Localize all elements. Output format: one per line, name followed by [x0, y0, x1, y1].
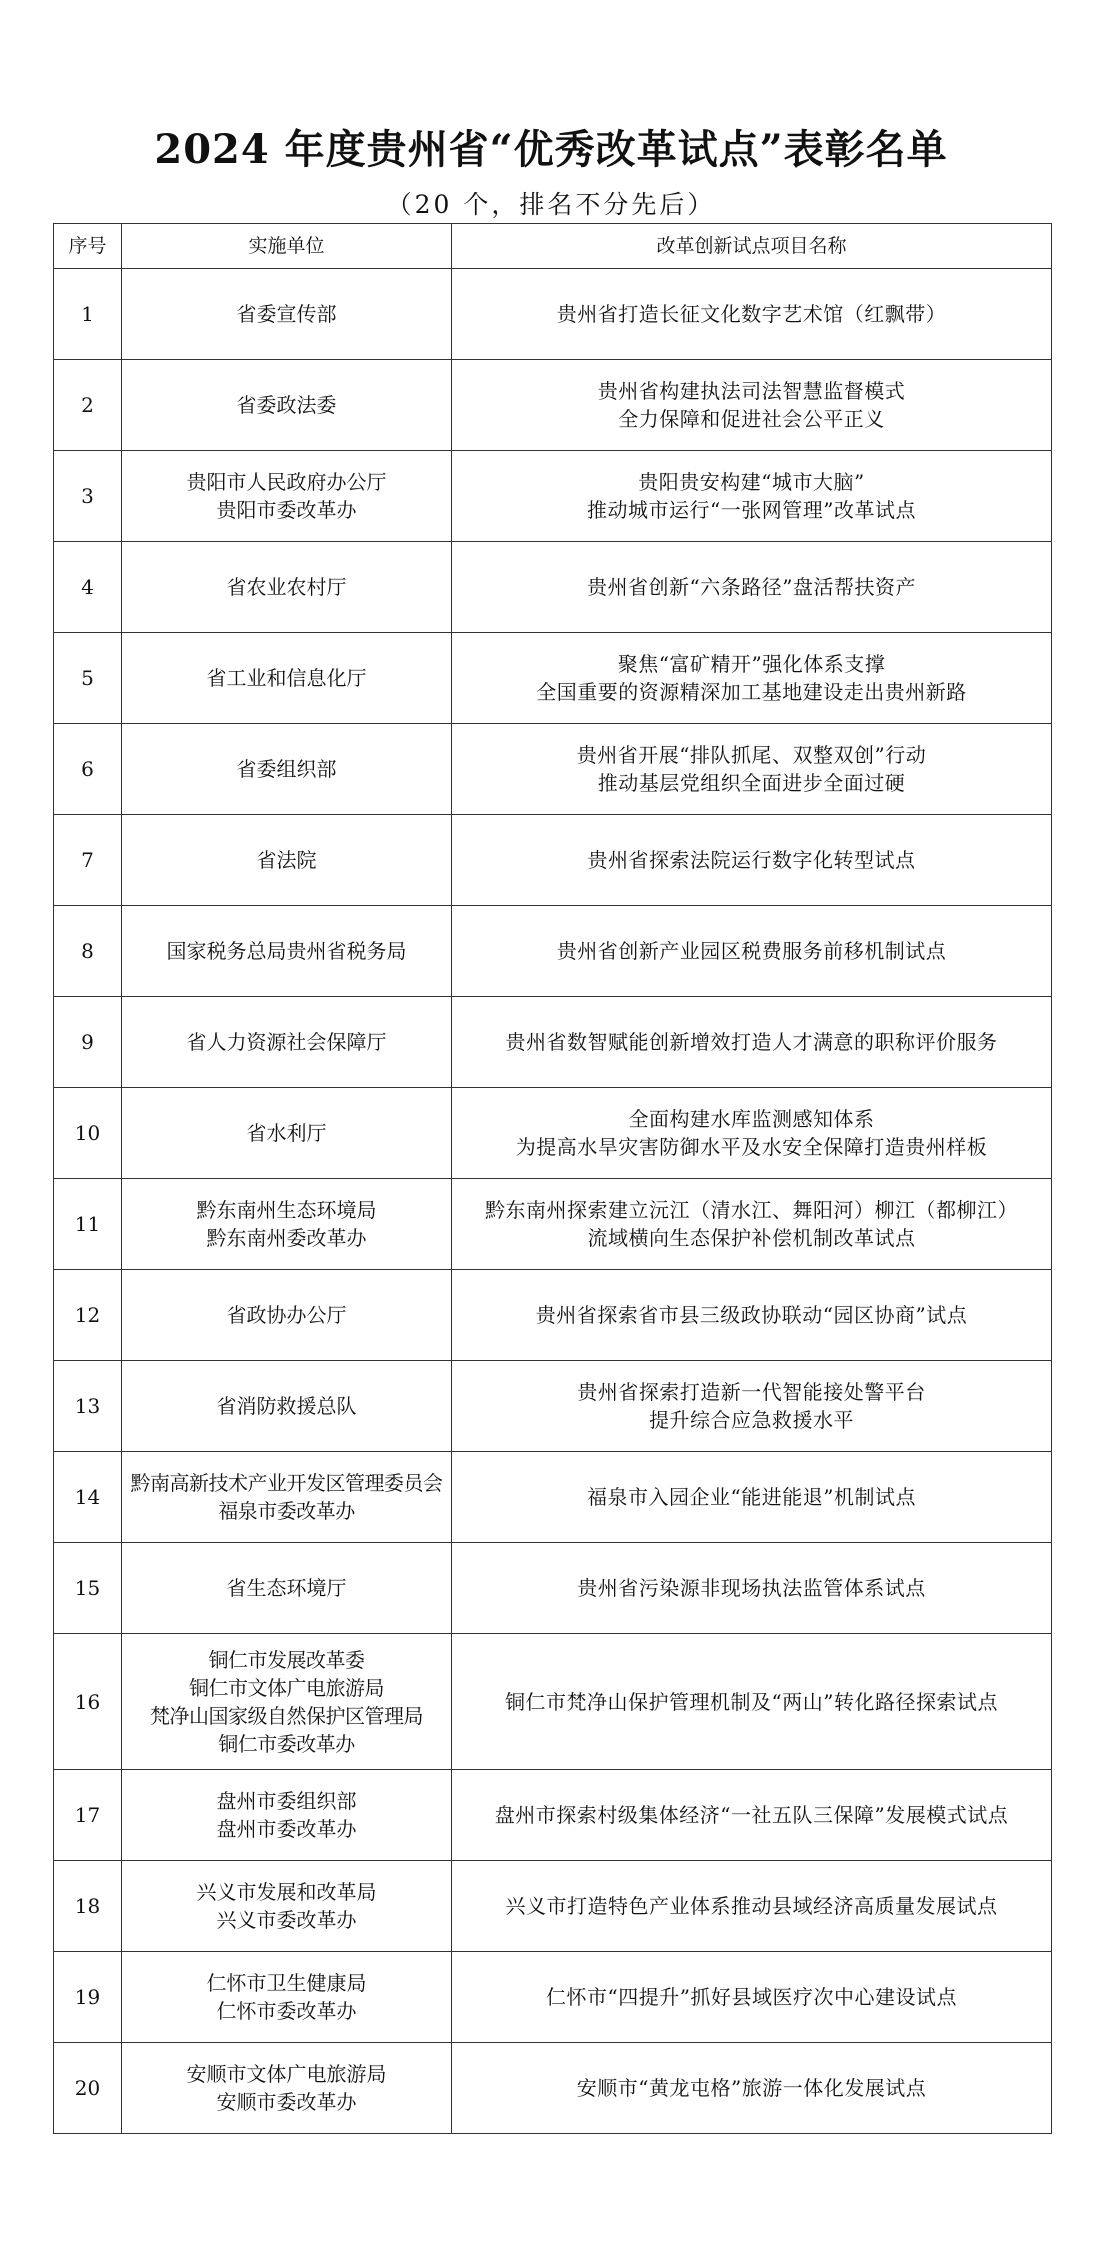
- project-name: 全力保障和促进社会公平正义: [618, 407, 885, 431]
- table-row: [54, 360, 1052, 451]
- table-row: [54, 1861, 1052, 1952]
- project-name: 贵阳贵安构建“城市大脑”: [638, 470, 865, 494]
- project-name: 全国重要的资源精深加工基地建设走出贵州新路: [536, 680, 967, 704]
- implementing-unit-cell: [122, 1270, 452, 1361]
- project-name: 推动城市运行“一张网管理”改革试点: [587, 498, 916, 522]
- project-name: 聚焦“富矿精开”强化体系支撑: [617, 652, 886, 676]
- project-name: 贵州省探索打造新一代智能接处警平台: [577, 1380, 926, 1404]
- project-name: 黔东南州探索建立沅江（清水江、舞阳河）柳江（都柳江）: [485, 1198, 1018, 1222]
- project-name-cell: [452, 724, 1052, 815]
- implementing-unit: 省生态环境厅: [226, 1576, 347, 1600]
- column-header-number: 序号: [54, 224, 122, 269]
- implementing-unit: 兴义市委改革办: [216, 1908, 357, 1932]
- implementing-unit: 省农业农村厅: [226, 575, 347, 599]
- row-number: 14: [54, 1452, 122, 1543]
- table-row: [54, 1770, 1052, 1861]
- implementing-unit-cell: [122, 633, 452, 724]
- project-name: 贵州省探索法院运行数字化转型试点: [587, 848, 916, 872]
- project-name-cell: [452, 269, 1052, 360]
- implementing-unit-cell: [122, 1452, 452, 1543]
- project-name: 福泉市入园企业“能进能退”机制试点: [587, 1485, 916, 1509]
- table-row: [54, 906, 1052, 997]
- project-name: 提升综合应急救援水平: [649, 1408, 854, 1432]
- table-row: [54, 1361, 1052, 1452]
- project-name: 铜仁市梵净山保护管理机制及“两山”转化路径探索试点: [505, 1689, 998, 1714]
- implementing-unit: 省消防救援总队: [216, 1394, 357, 1418]
- implementing-unit-cell: [122, 1861, 452, 1952]
- implementing-unit-cell: [122, 269, 452, 360]
- implementing-unit: 仁怀市委改革办: [216, 1999, 357, 2023]
- commendation-table: [53, 223, 1052, 2134]
- project-name: 贵州省构建执法司法智慧监督模式: [597, 379, 906, 403]
- row-number: 17: [54, 1770, 122, 1861]
- implementing-unit-cell: [122, 1361, 452, 1452]
- table-row: [54, 1634, 1052, 1770]
- project-name: 安顺市“黄龙屯格”旅游一体化发展试点: [576, 2076, 927, 2100]
- project-name-cell: [452, 1088, 1052, 1179]
- project-name-cell: [452, 906, 1052, 997]
- implementing-unit-cell: [122, 1088, 452, 1179]
- implementing-unit-cell: [122, 815, 452, 906]
- project-name: 为提高水旱灾害防御水平及水安全保障打造贵州样板: [515, 1135, 988, 1159]
- implementing-unit: 省人力资源社会保障厅: [186, 1030, 387, 1054]
- project-name-cell: [452, 1952, 1052, 2043]
- table-row: [54, 1452, 1052, 1543]
- implementing-unit: 省工业和信息化厅: [206, 666, 367, 690]
- row-number: 1: [54, 269, 122, 360]
- row-number: 11: [54, 1179, 122, 1270]
- table-row: [54, 997, 1052, 1088]
- project-name: 仁怀市“四提升”抓好县域医疗次中心建设试点: [546, 1985, 957, 2009]
- table-row: [54, 724, 1052, 815]
- implementing-unit-cell: [122, 360, 452, 451]
- implementing-unit: 兴义市发展和改革局: [196, 1880, 377, 1904]
- implementing-unit: 黔南高新技术产业开发区管理委员会: [130, 1471, 443, 1495]
- implementing-unit: 省法院: [256, 848, 317, 872]
- table-row: [54, 1952, 1052, 2043]
- row-number: 16: [54, 1634, 122, 1770]
- row-number: 12: [54, 1270, 122, 1361]
- project-name: 盘州市探索村级集体经济“一社五队三保障”发展模式试点: [494, 1803, 1009, 1827]
- project-name-cell: [452, 1770, 1052, 1861]
- table-row: [54, 633, 1052, 724]
- project-name-cell: [452, 1861, 1052, 1952]
- project-name: 流域横向生态保护补偿机制改革试点: [587, 1226, 916, 1250]
- project-name-cell: [452, 1361, 1052, 1452]
- project-name-cell: [452, 1270, 1052, 1361]
- row-number: 13: [54, 1361, 122, 1452]
- implementing-unit: 安顺市委改革办: [216, 2090, 357, 2114]
- row-number: 5: [54, 633, 122, 724]
- project-name: 推动基层党组织全面进步全面过硬: [597, 771, 906, 795]
- project-name-cell: [452, 360, 1052, 451]
- implementing-unit-cell: [122, 906, 452, 997]
- implementing-unit: 安顺市文体广电旅游局: [186, 2062, 387, 2086]
- project-name-cell: [452, 2043, 1052, 2134]
- table-row: [54, 1270, 1052, 1361]
- column-header-project: 改革创新试点项目名称: [452, 224, 1052, 269]
- implementing-unit: 盘州市委组织部: [216, 1789, 357, 1813]
- page-subtitle: （20 个，排名不分先后）: [386, 190, 716, 219]
- project-name: 贵州省创新“六条路径”盘活帮扶资产: [587, 575, 916, 599]
- row-number: 2: [54, 360, 122, 451]
- implementing-unit: 铜仁市文体广电旅游局: [189, 1675, 384, 1700]
- implementing-unit: 黔东南州委改革办: [206, 1226, 367, 1250]
- project-name: 贵州省数智赋能创新增效打造人才满意的职称评价服务: [505, 1030, 998, 1054]
- table-row: [54, 1543, 1052, 1634]
- row-number: 7: [54, 815, 122, 906]
- row-number: 20: [54, 2043, 122, 2134]
- row-number: 15: [54, 1543, 122, 1634]
- row-number: 3: [54, 451, 122, 542]
- project-name-cell: [452, 815, 1052, 906]
- implementing-unit-cell: [122, 451, 452, 542]
- project-name-cell: [452, 997, 1052, 1088]
- implementing-unit: 省委宣传部: [236, 302, 337, 326]
- project-name-cell: [452, 633, 1052, 724]
- table-header-row: [54, 224, 1052, 269]
- implementing-unit: 仁怀市卫生健康局: [206, 1971, 367, 1995]
- implementing-unit-cell: [122, 1543, 452, 1634]
- implementing-unit-cell: [122, 1770, 452, 1861]
- project-name-cell: [452, 451, 1052, 542]
- project-name-cell: [452, 1179, 1052, 1270]
- implementing-unit: 福泉市委改革办: [218, 1499, 355, 1523]
- table-row: [54, 542, 1052, 633]
- row-number: 18: [54, 1861, 122, 1952]
- project-name-cell: [452, 1634, 1052, 1770]
- implementing-unit: 铜仁市委改革办: [218, 1731, 355, 1756]
- implementing-unit-cell: [122, 2043, 452, 2134]
- project-name: 贵州省创新产业园区税费服务前移机制试点: [556, 939, 947, 963]
- row-number: 4: [54, 542, 122, 633]
- table-row: [54, 269, 1052, 360]
- column-header-unit: 实施单位: [122, 224, 452, 269]
- table-row: [54, 451, 1052, 542]
- row-number: 6: [54, 724, 122, 815]
- table-row: [54, 1179, 1052, 1270]
- implementing-unit-cell: [122, 542, 452, 633]
- implementing-unit-cell: [122, 1952, 452, 2043]
- implementing-unit: 铜仁市发展改革委: [208, 1647, 365, 1672]
- project-name: 全面构建水库监测感知体系: [628, 1107, 875, 1131]
- implementing-unit: 国家税务总局贵州省税务局: [166, 939, 407, 963]
- implementing-unit-cell: [122, 997, 452, 1088]
- project-name: 贵州省开展“排队抓尾、双整双创”行动: [576, 743, 927, 767]
- page-title: 2024 年度贵州省“优秀改革试点”表彰名单: [154, 126, 948, 173]
- implementing-unit: 省委组织部: [236, 757, 337, 781]
- project-name-cell: [452, 1452, 1052, 1543]
- implementing-unit: 贵阳市人民政府办公厅: [186, 470, 387, 494]
- implementing-unit: 省委政法委: [236, 393, 337, 417]
- row-number: 10: [54, 1088, 122, 1179]
- project-name: 贵州省污染源非现场执法监管体系试点: [577, 1576, 926, 1600]
- implementing-unit: 盘州市委改革办: [216, 1817, 357, 1841]
- project-name: 贵州省探索省市县三级政协联动“园区协商”试点: [535, 1303, 968, 1327]
- row-number: 19: [54, 1952, 122, 2043]
- row-number: 9: [54, 997, 122, 1088]
- implementing-unit-cell: [122, 1179, 452, 1270]
- implementing-unit: 贵阳市委改革办: [216, 498, 357, 522]
- implementing-unit: 省政协办公厅: [226, 1303, 347, 1327]
- implementing-unit: 梵净山国家级自然保护区管理局: [150, 1703, 423, 1728]
- project-name-cell: [452, 1543, 1052, 1634]
- implementing-unit-cell: [122, 724, 452, 815]
- table-row: [54, 2043, 1052, 2134]
- implementing-unit: 黔东南州生态环境局: [196, 1198, 377, 1222]
- implementing-unit-cell: [122, 1634, 452, 1770]
- table-row: [54, 815, 1052, 906]
- project-name-cell: [452, 542, 1052, 633]
- implementing-unit: 省水利厅: [246, 1121, 327, 1145]
- project-name: 贵州省打造长征文化数字艺术馆（红飘带）: [556, 302, 947, 326]
- table-row: [54, 1088, 1052, 1179]
- project-name: 兴义市打造特色产业体系推动县域经济高质量发展试点: [505, 1894, 998, 1918]
- row-number: 8: [54, 906, 122, 997]
